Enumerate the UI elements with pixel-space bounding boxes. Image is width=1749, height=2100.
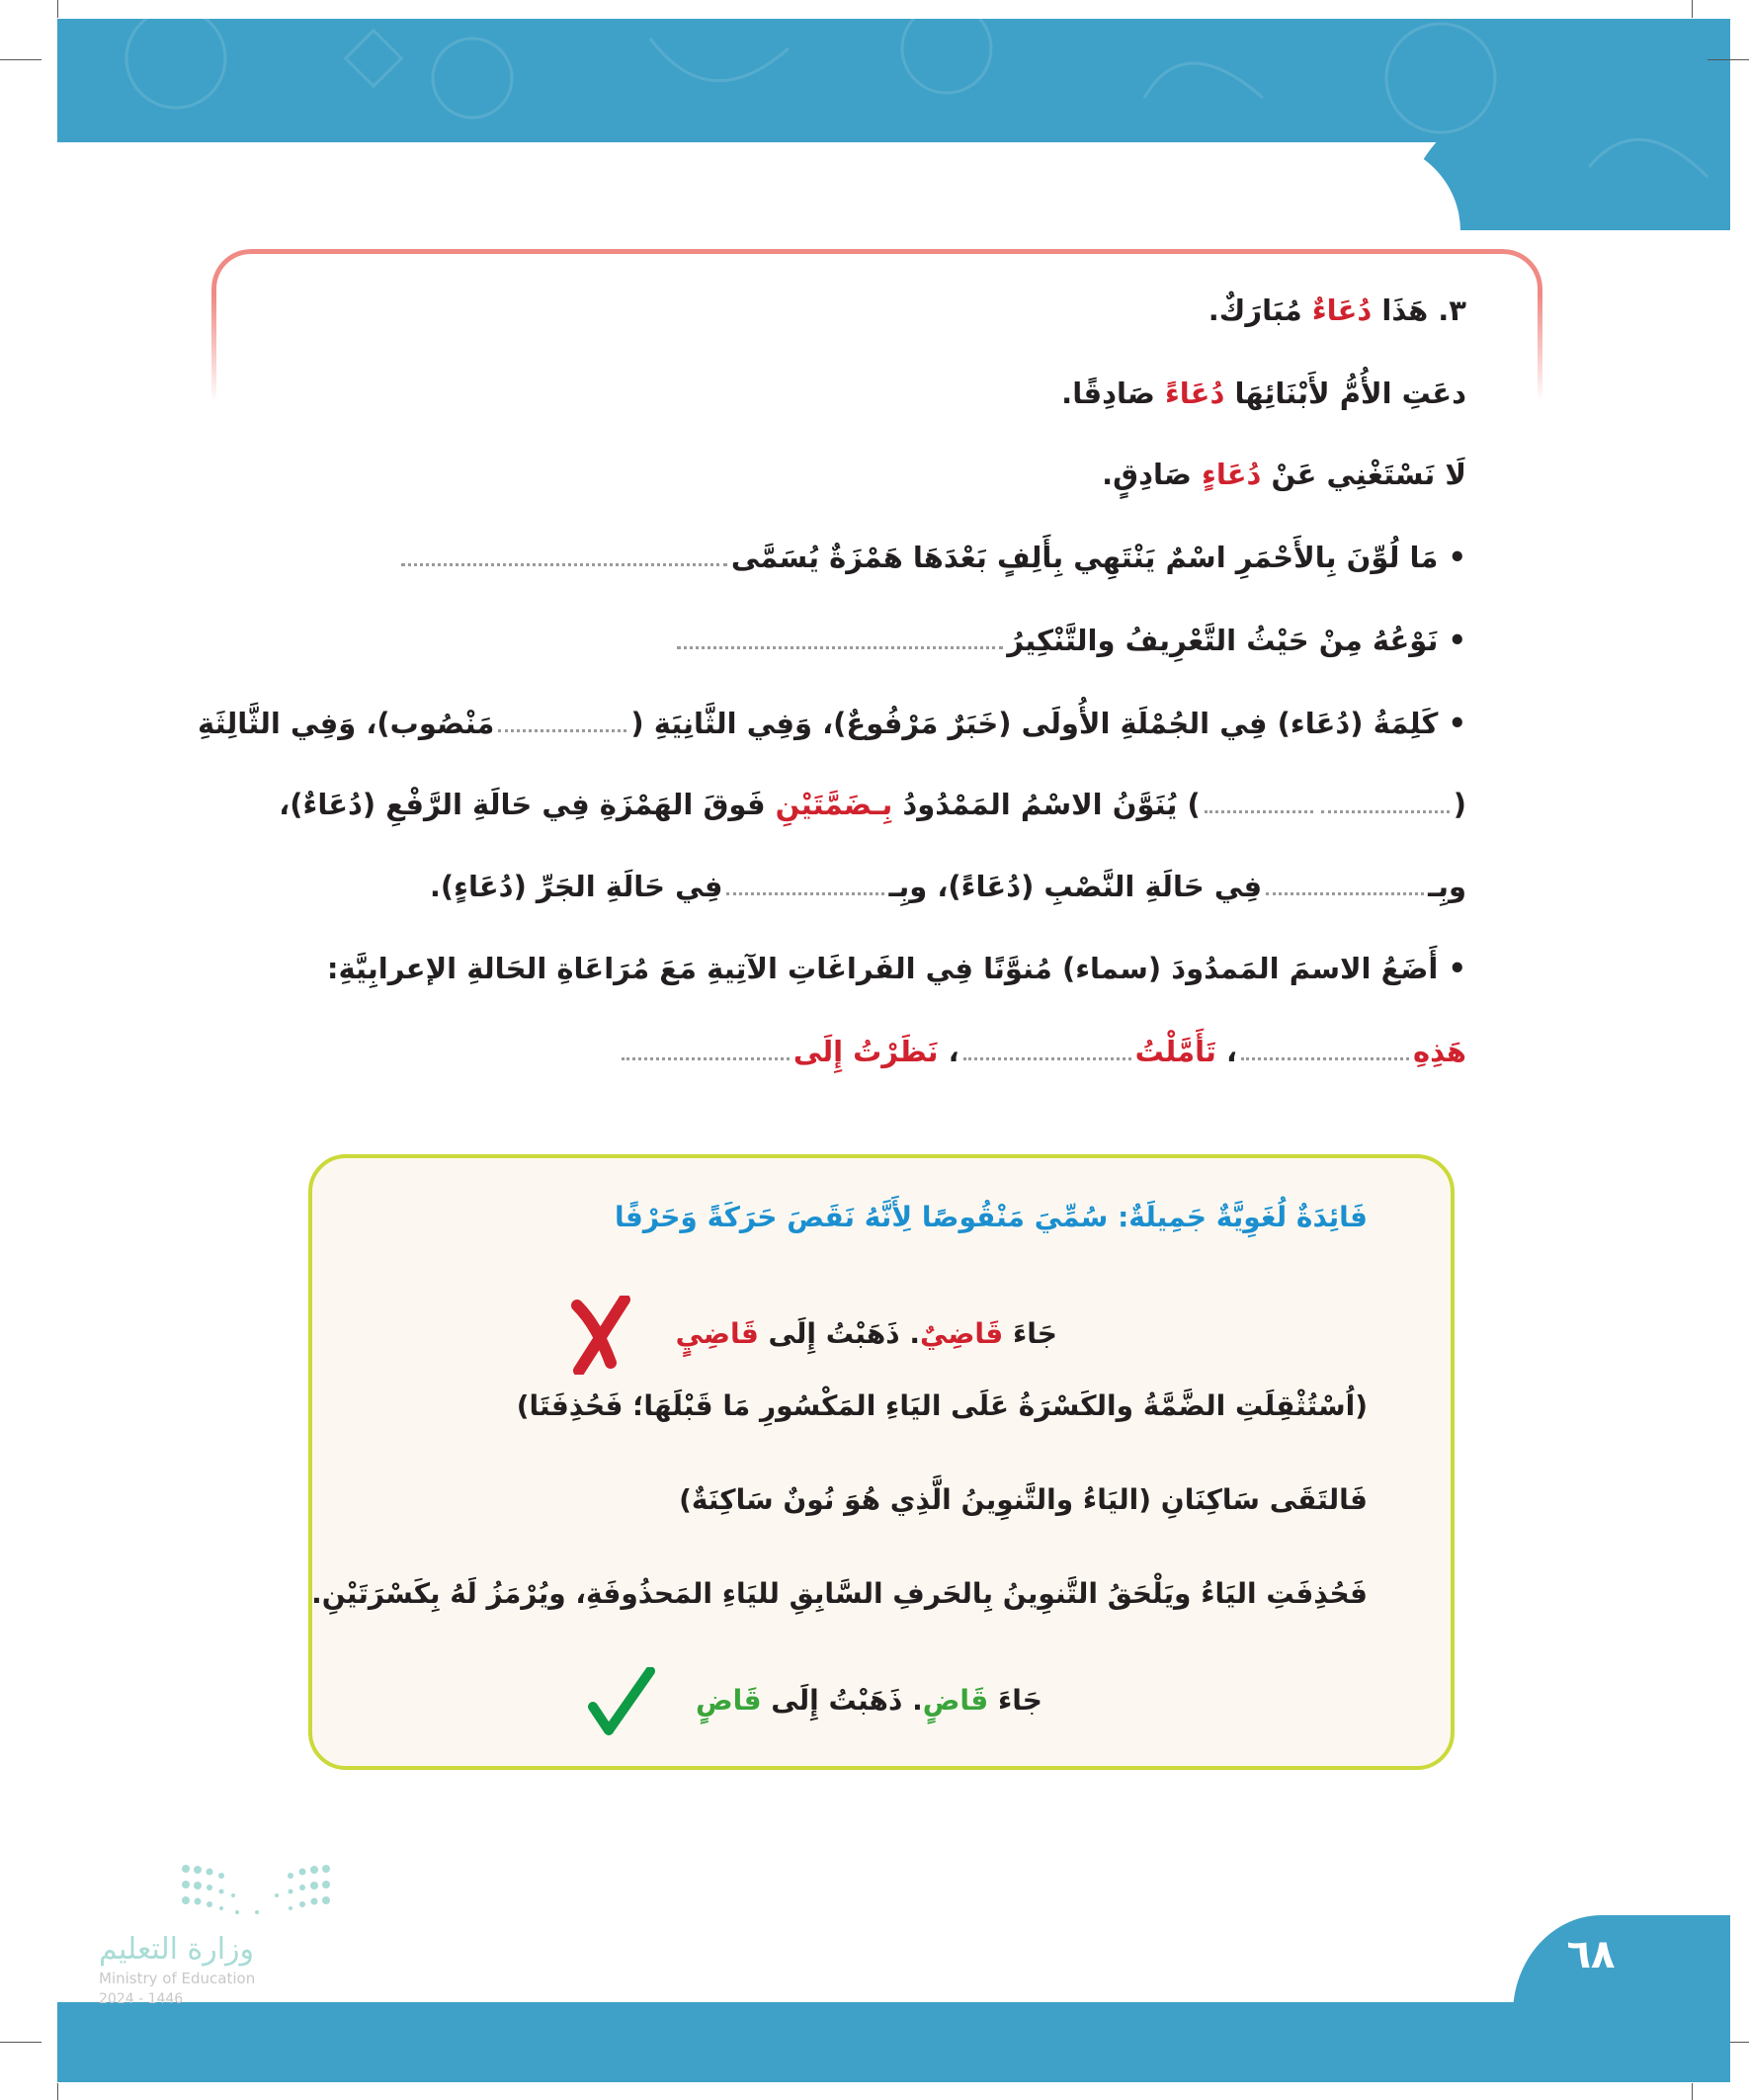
question-text: مَنْصُوب)، وَفِي الثَّالِثَةِ bbox=[197, 707, 495, 740]
prompt-word: تَأَمَّلْتُ bbox=[1134, 1035, 1216, 1068]
ministry-logo-icon bbox=[99, 1861, 356, 1920]
answer-blank[interactable] bbox=[1266, 882, 1424, 895]
crop-mark bbox=[0, 59, 42, 60]
highlighted-word: دُعَاءٍ bbox=[1202, 458, 1262, 491]
crop-mark bbox=[1707, 59, 1749, 60]
question-1 bbox=[397, 538, 1466, 577]
question-text: • مَا لُوِّنَ بِالأَحْمَرِ اسْمٌ يَنْتَهِي بِأَلِفٍ بَعْدَهَا هَمْزَةٌ يُسَمَّى bbox=[730, 541, 1466, 574]
page-number: ٦٨ bbox=[1566, 1932, 1616, 1977]
question-text: فِي حَالَةِ الجَرِّ (دُعَاءٍ). bbox=[429, 870, 723, 903]
question-text: • نَوْعُهُ مِنْ حَيْثُ التَّعْرِيفُ والتَّنْكِيرُ bbox=[1007, 624, 1466, 657]
answer-blank[interactable] bbox=[498, 719, 626, 732]
example-text: . ذَهَبْتُ إِلَى bbox=[761, 1684, 923, 1717]
tip-explanation-2: فَالتَقَى سَاكِنَانِ (اليَاءُ والتَّنوِينُ الَّذِي هُوَ نُونٌ سَاكِنَةٌ) bbox=[679, 1483, 1368, 1516]
question-3-cont bbox=[279, 785, 1466, 824]
answer-blank[interactable] bbox=[677, 636, 1003, 649]
highlighted-word: قَاضٍ bbox=[696, 1684, 762, 1717]
question-text: وبِـ bbox=[1428, 870, 1466, 903]
question-2 bbox=[673, 621, 1466, 660]
wrong-example bbox=[567, 1296, 1057, 1375]
sentence-text: دعَتِ الأُمُّ لأَبْنَائِهَا bbox=[1224, 377, 1466, 410]
question-3-end bbox=[430, 867, 1466, 906]
answer-blank[interactable] bbox=[1205, 800, 1313, 813]
crop-mark bbox=[57, 2083, 58, 2100]
highlighted-word: بِـضَمَّتَيْنِ bbox=[775, 788, 893, 821]
example-sentence-2 bbox=[1061, 374, 1466, 413]
example-sentence-3 bbox=[1102, 455, 1466, 494]
header-banner-curve bbox=[57, 142, 1460, 231]
answer-blank[interactable] bbox=[726, 882, 884, 895]
prompt-word: هَذِهِ bbox=[1413, 1035, 1466, 1068]
tip-title: فَائِدَةٌ لُغَوِيَّةٌ جَمِيلَةٌ: سُمِّيَ مَنْقُوصًا لِأَنَّهُ نَقَصَ حَرَكَةً وَحَرْفًا bbox=[614, 1201, 1368, 1233]
tip-explanation-3: فَحُذِفَتِ اليَاءُ ويَلْحَقُ التَّنوِينُ بِالحَرفِ السَّابِقِ لليَاءِ المَحذُوفَةِ، ويُرْمَزُ لَهُ بِكَسْرَتَيْنِ. bbox=[311, 1577, 1368, 1610]
prompt-word: نَظَرْتُ إِلَى bbox=[792, 1035, 939, 1068]
highlighted-word: قَاضِيٍ bbox=[675, 1317, 759, 1350]
answer-blank[interactable] bbox=[622, 1048, 790, 1060]
check-mark-icon bbox=[587, 1667, 656, 1736]
highlighted-word: قَاضٍ bbox=[922, 1684, 989, 1717]
highlighted-word: دُعَاءٌ bbox=[1311, 294, 1373, 327]
item-number: ٣. هَذَا bbox=[1372, 294, 1466, 327]
question-3 bbox=[198, 704, 1466, 743]
answer-blank[interactable] bbox=[1321, 800, 1450, 813]
separator: ، bbox=[1215, 1035, 1238, 1068]
separator: ، bbox=[938, 1035, 959, 1068]
footer-band bbox=[57, 2002, 1730, 2082]
crop-mark bbox=[1692, 2083, 1693, 2100]
sentence-text: لَا نَسْتَغْنِي عَنْ bbox=[1261, 458, 1466, 491]
question-4-blanks bbox=[618, 1032, 1466, 1071]
question-text: ) يُنَوَّنُ الاسْمُ المَمْدُودُ bbox=[892, 788, 1201, 821]
sentence-text: صَادِقًا. bbox=[1061, 377, 1165, 410]
example-text: جَاءَ bbox=[1003, 1317, 1057, 1350]
highlighted-word: دُعَاءً bbox=[1164, 377, 1225, 410]
question-text: فَوقَ الهَمْزَةِ فِي حَالَةِ الرَّفْعِ (دُعَاءٌ)، bbox=[279, 788, 776, 821]
tip-explanation-1: (اُسْتُثْقِلَتِ الضَّمَّةُ والكَسْرَةُ عَلَى اليَاءِ المَكْسُورِ مَا قَبْلَهَا؛ فَحُذِفَتَا) bbox=[516, 1389, 1368, 1422]
question-text: • كَلِمَةُ (دُعَاء) فِي الجُمْلَةِ الأُولَى (خَبَرٌ مَرْفُوعٌ)، وَفِي الثَّانِيَةِ ( bbox=[630, 707, 1466, 740]
question-text: فِي حَالَةِ النَّصْبِ (دُعَاءً)، وبِـ bbox=[888, 870, 1263, 903]
question-4 bbox=[327, 949, 1466, 988]
crop-mark bbox=[1692, 0, 1693, 18]
answer-blank[interactable] bbox=[963, 1048, 1131, 1060]
sentence-text: مُبَارَكٌ. bbox=[1208, 294, 1312, 327]
example-text: جَاءَ bbox=[988, 1684, 1042, 1717]
question-text: • أَضَعُ الاسمَ المَمدُودَ (سماء) مُنوَّنًا فِي الفَراغَاتِ الآتِيةِ مَعَ مُرَاعَاةِ الحَالةِ الإعرابِيَّةِ: bbox=[326, 952, 1466, 985]
highlighted-word: قَاضِيٌ bbox=[920, 1317, 1004, 1350]
ministry-name-ar: وزارة التعليم bbox=[99, 1932, 255, 1967]
answer-blank[interactable] bbox=[401, 553, 727, 566]
cross-mark-icon bbox=[567, 1296, 636, 1375]
paren: ( bbox=[1453, 788, 1466, 821]
sentence-text: صَادِقٍ. bbox=[1102, 458, 1202, 491]
example-sentence-1 bbox=[1208, 291, 1466, 330]
crop-mark bbox=[57, 0, 58, 18]
edition-year: 2024 - 1446 bbox=[99, 1991, 184, 2007]
example-text: . ذَهَبْتُ إِلَى bbox=[758, 1317, 920, 1350]
answer-blank[interactable] bbox=[1241, 1048, 1409, 1060]
ministry-name-en: Ministry of Education bbox=[99, 1970, 256, 1987]
correct-example bbox=[587, 1667, 1042, 1736]
crop-mark bbox=[0, 2042, 42, 2043]
